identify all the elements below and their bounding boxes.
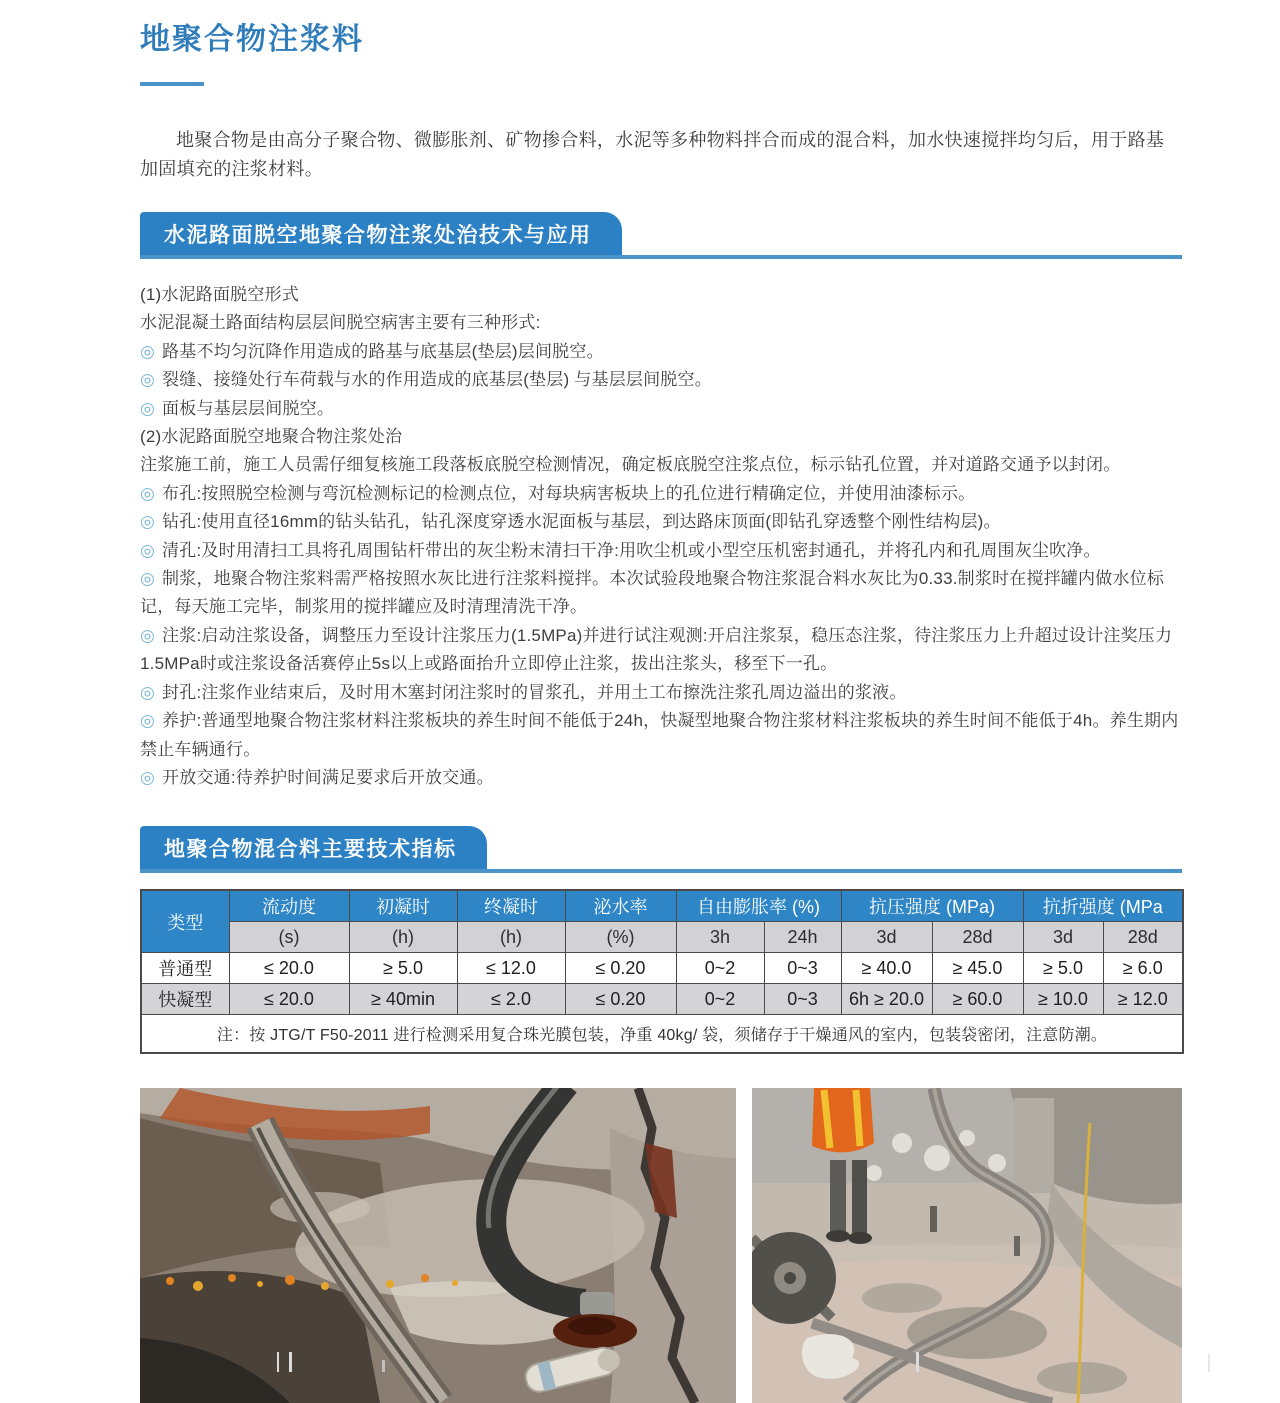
spec-table [140, 889, 1184, 1054]
ring-bullet-icon: ◎ [140, 682, 156, 702]
ring-bullet-icon: ◎ [140, 540, 156, 560]
ring-bullet-icon: ◎ [140, 625, 156, 645]
table-cell: 0~2 [676, 953, 764, 984]
table-row [141, 984, 1183, 1015]
table-subheader-cell: 3d [1023, 922, 1103, 953]
table-header-cell: 类型 [141, 890, 229, 953]
table-cell: ≤ 0.20 [565, 953, 676, 984]
body-paragraph: ◎ 钻孔:使用直径16mm的钻头钻孔，钻孔深度穿透水泥面板与基层，到达路床顶面(即钻孔穿透整个刚性结构层)。 [140, 512, 1001, 532]
photo-grouting-site-right [752, 1088, 1182, 1403]
section-body [140, 281, 1182, 792]
table-cell: 0~3 [764, 984, 841, 1015]
table-header-cell: 抗压强度 (MPa) [841, 890, 1023, 922]
table-subheader-cell: (h) [349, 922, 457, 953]
table-cell: ≥ 45.0 [932, 953, 1023, 984]
body-paragraph: 注浆施工前，施工人员需仔细复核施工段落板底脱空检测情况，确定板底脱空注浆点位，标示钻孔位置，并对道路交通予以封闭。 [140, 455, 1121, 475]
body-paragraph: 水泥混凝土路面结构层层间脱空病害主要有三种形式: [140, 313, 541, 333]
photo-strip [140, 1088, 1182, 1403]
page-content [140, 0, 1182, 1403]
body-paragraph: ◎ 注浆:启动注浆设备，调整压力至设计注浆压力(1.5MPa)并进行试注观测:开启注浆泵，稳压态注浆，待注浆压力上升超过设计注奖压力1.5MPa时或注浆设备活赛停止5s以上或路面抬升立即停止注浆，拔出注浆头，移至下一孔。 [140, 625, 1173, 674]
table-cell: 0~2 [676, 984, 764, 1015]
body-paragraph: ◎ 裂缝、接缝处行车荷载与水的作用造成的底基层(垫层) 与基层层间脱空。 [140, 370, 712, 390]
table-cell: ≥ 40.0 [841, 953, 932, 984]
table-subheader-cell: (s) [229, 922, 349, 953]
intro-paragraph: 地聚合物是由高分子聚合物、微膨胀剂、矿物掺合料，水泥等多种物料拌合而成的混合料，加水快速搅拌均匀后，用于路基加固填充的注浆材料。 [140, 130, 1165, 179]
table-subheader-cell: 24h [764, 922, 841, 953]
ring-bullet-icon: ◎ [140, 711, 156, 731]
table-subheader-cell: (%) [565, 922, 676, 953]
ring-bullet-icon: ◎ [140, 370, 156, 390]
table-cell: ≥ 60.0 [932, 984, 1023, 1015]
table-cell: 快凝型 [141, 984, 229, 1015]
table-cell: ≥ 10.0 [1023, 984, 1103, 1015]
section-banner: 水泥路面脱空地聚合物注浆处治技术与应用 [140, 212, 622, 255]
table-subheader-cell: 28d [932, 922, 1023, 953]
table-cell: 0~3 [764, 953, 841, 984]
body-paragraph: ◎ 制浆，地聚合物注浆料需严格按照水灰比进行注浆料搅拌。本次试验段地聚合物注浆混合料水灰比为0.33.制浆时在搅拌罐内做水位标记，每天施工完毕，制浆用的搅拌罐应及时清理清洗干净。 [140, 569, 1165, 617]
table-note-row [141, 1015, 1183, 1054]
table-cell: ≤ 0.20 [565, 984, 676, 1015]
body-paragraph: ◎ 路基不均匀沉降作用造成的路基与底基层(垫层)层间脱空。 [140, 341, 604, 361]
table-cell: ≤ 20.0 [229, 953, 349, 984]
table-cell: ≤ 12.0 [457, 953, 565, 984]
table-header-cell: 自由膨胀率 (%) [676, 890, 841, 922]
table-header-cell: 初凝时 [349, 890, 457, 922]
table-row [141, 953, 1183, 984]
table-header-row [141, 890, 1183, 922]
table-cell: ≥ 5.0 [349, 953, 457, 984]
section-banner: 地聚合物混合料主要技术指标 [140, 826, 487, 869]
table-cell: ≥ 6.0 [1103, 953, 1183, 984]
table-cell: ≥ 40min [349, 984, 457, 1015]
table-cell: 普通型 [141, 953, 229, 984]
table-cell: ≤ 20.0 [229, 984, 349, 1015]
table-subheader-cell: 3h [676, 922, 764, 953]
body-paragraph: ◎ 养护:普通型地聚合物注浆材料注浆板块的养生时间不能低于24h，快凝型地聚合物注浆材料注浆板块的养生时间不能低于4h。养生期内禁止车辆通行。 [140, 711, 1179, 759]
table-header-cell: 抗折强度 (MPa [1023, 890, 1183, 922]
table-subheader-cell: (h) [457, 922, 565, 953]
table-subheader-cell: 28d [1103, 922, 1183, 953]
ring-bullet-icon: ◎ [140, 569, 156, 589]
title-underline [140, 82, 204, 86]
table-header-cell: 泌水率 [565, 890, 676, 922]
table-note: 注：按 JTG/T F50-2011 进行检测采用复合珠光膜包装，净重 40kg/ 袋，须储存于干燥通风的室内，包装袋密闭，注意防潮。 [141, 1015, 1183, 1054]
ring-bullet-icon: ◎ [140, 767, 156, 787]
page-title: 地聚合物注浆料 [140, 23, 364, 56]
body-paragraph: ◎ 开放交通:待养护时间满足要求后开放交通。 [140, 767, 494, 787]
ring-bullet-icon: ◎ [140, 398, 156, 418]
table-subheader-row [141, 922, 1183, 953]
table-cell: 6h ≥ 20.0 [841, 984, 932, 1015]
table-cell: ≤ 2.0 [457, 984, 565, 1015]
section-header-1 [140, 212, 1182, 259]
section-header-2 [140, 826, 1182, 873]
body-paragraph: (1)水泥路面脱空形式 [140, 285, 299, 304]
table-subheader-cell: 3d [841, 922, 932, 953]
table-header-cell: 流动度 [229, 890, 349, 922]
table-cell: ≥ 12.0 [1103, 984, 1183, 1015]
ring-bullet-icon: ◎ [140, 512, 156, 532]
ring-bullet-icon: ◎ [140, 341, 156, 361]
body-paragraph: ◎ 面板与基层层间脱空。 [140, 398, 335, 418]
photo-grouting-point-left [140, 1088, 736, 1403]
table-cell: ≥ 5.0 [1023, 953, 1103, 984]
body-paragraph: ◎ 清孔:及时用清扫工具将孔周围钻杆带出的灰尘粉末清扫干净:用吹尘机或小型空压机密封通孔，并将孔内和孔周围灰尘吹净。 [140, 540, 1101, 560]
body-paragraph: ◎ 布孔:按照脱空检测与弯沉检测标记的检测点位，对每块病害板块上的孔位进行精确定位，并使用油漆标示。 [140, 483, 976, 503]
body-paragraph: (2)水泥路面脱空地聚合物注浆处治 [140, 427, 403, 447]
table-header-cell: 终凝时 [457, 890, 565, 922]
ring-bullet-icon: ◎ [140, 483, 156, 503]
body-paragraph: ◎ 封孔:注浆作业结束后，及时用木塞封闭注浆时的冒浆孔，并用土工布擦洗注浆孔周边溢出的浆液。 [140, 682, 907, 702]
